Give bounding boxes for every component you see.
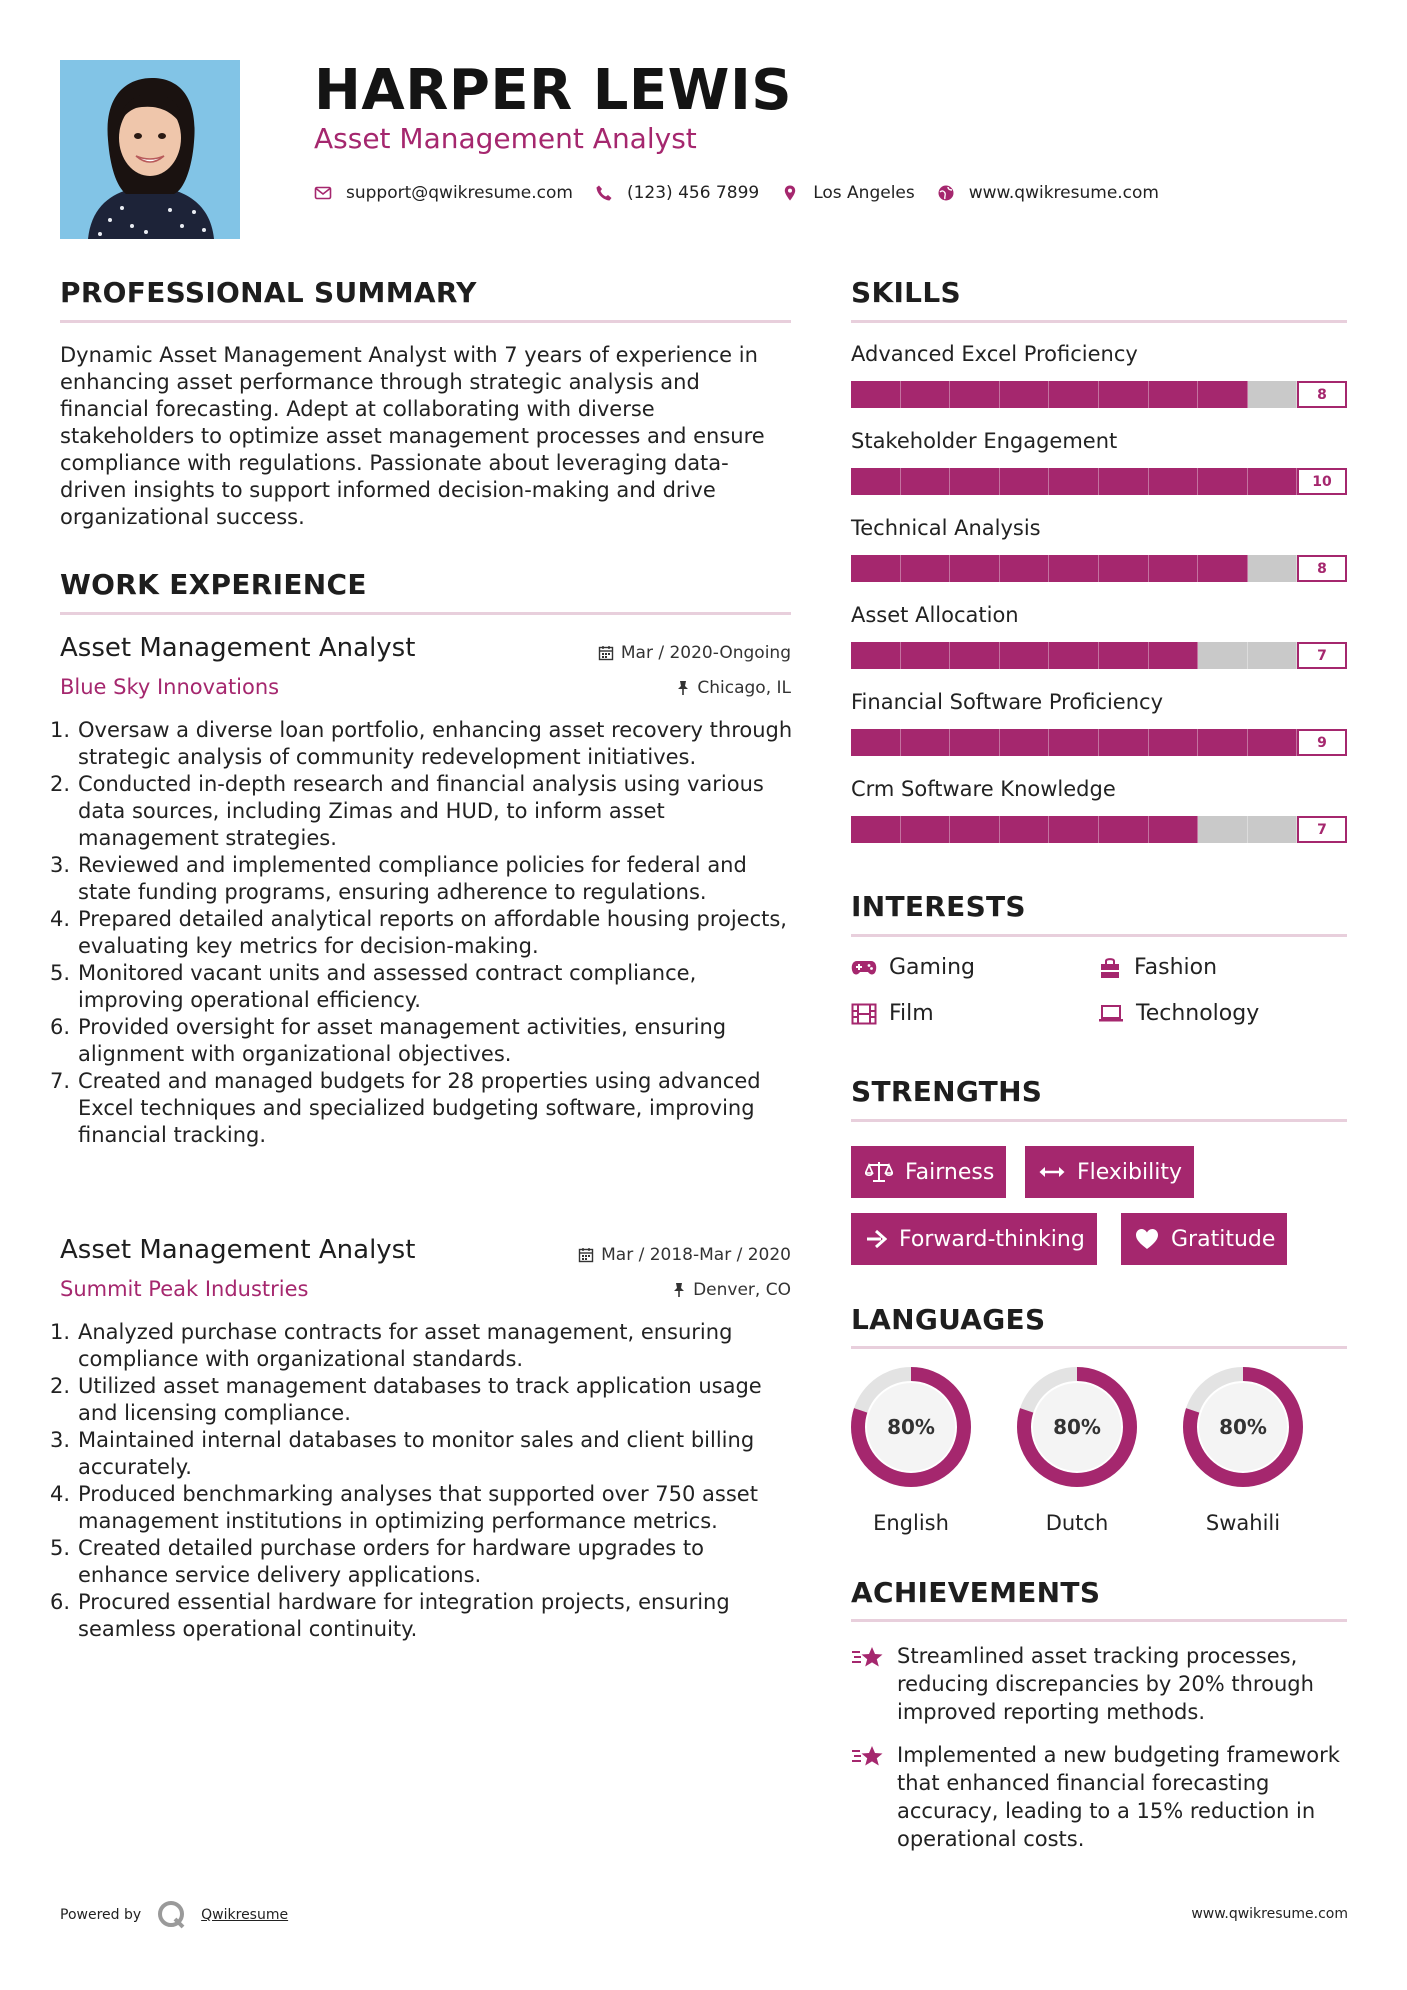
skill-bar: [851, 642, 1347, 669]
skill-bar-segment: [1198, 816, 1248, 843]
summary-divider: [60, 320, 791, 323]
achievements-divider: [851, 1619, 1347, 1622]
job-1-company: Blue Sky Innovations: [60, 675, 280, 699]
skill-score-badge: 7: [1297, 816, 1347, 843]
contact-website[interactable]: www.qwikresume.com: [968, 183, 1159, 203]
languages-heading: LANGUAGES: [851, 1303, 1046, 1336]
language-name: Swahili: [1205, 1511, 1281, 1535]
skill-bar-segment: [950, 468, 1000, 495]
skill-bar-segment: [1099, 381, 1149, 408]
list-item: 2. Utilized asset management databases to track application usage and licensing compliance.: [50, 1374, 762, 1425]
list-item: 4. Produced benchmarking analyses that supported over 750 asset management institutions in optimizing performance metrics.: [50, 1482, 758, 1533]
contact-location: Los Angeles: [813, 183, 915, 203]
language-item: [849, 1365, 973, 1535]
achievement-item: Streamlined asset tracking processes, reducing discrepancies by 20% through improved reporting methods.: [851, 1642, 1351, 1726]
interest-film: Film: [851, 1001, 934, 1026]
skill-bar-segment: [1049, 381, 1099, 408]
arrows-horizontal-icon: [1039, 1164, 1065, 1180]
qwikresume-logo-icon: [155, 1898, 189, 1932]
skill-bar-segment: [1000, 642, 1050, 669]
skill-bar-segment: [1149, 729, 1199, 756]
skill-score-badge: 8: [1297, 555, 1347, 582]
skill-score-badge: 10: [1297, 468, 1347, 495]
skill-bar-segment: [950, 729, 1000, 756]
list-item: 5. Created detailed purchase orders for hardware upgrades to enhance service delivery applications.: [50, 1536, 704, 1587]
language-percent: 80%: [1219, 1415, 1267, 1439]
film-icon: [851, 1003, 877, 1025]
skill-bar-segment: [851, 729, 901, 756]
strength-fairness: Fairness: [851, 1146, 1006, 1198]
job-2-bullets: [50, 1319, 795, 1643]
skill-bar-segment: [1099, 642, 1149, 669]
summary-heading: PROFESSIONAL SUMMARY: [60, 276, 477, 309]
strength-gratitude: Gratitude: [1121, 1213, 1287, 1265]
job-1-location: Chicago, IL: [676, 678, 791, 698]
job-2-title: Asset Management Analyst: [60, 1235, 416, 1265]
list-item: 1. Analyzed purchase contracts for asset management, ensuring compliance with organizational standards.: [50, 1320, 733, 1371]
list-item: 3. Reviewed and implemented compliance policies for federal and state funding programs, ensuring adherence to regulations.: [50, 853, 747, 904]
achievements-heading: ACHIEVEMENTS: [851, 1576, 1101, 1609]
achievement-item: Implemented a new budgeting framework that enhanced financial forecasting accuracy, leading to a 15% reduction in operational costs.: [851, 1741, 1351, 1853]
skill-bar-segment: [1198, 729, 1248, 756]
list-item: 6. Provided oversight for asset management activities, ensuring alignment with organizational objectives.: [50, 1015, 727, 1066]
skill-bar-segment: [1248, 468, 1298, 495]
pushpin-icon: [672, 1282, 686, 1298]
list-item: 5. Monitored vacant units and assessed contract compliance, improving operational efficiency.: [50, 961, 697, 1012]
skill-bar-segment: [1149, 468, 1199, 495]
skill-bar-segment: [1049, 555, 1099, 582]
interests-heading: INTERESTS: [851, 890, 1026, 923]
shopping-bag-icon: [1098, 956, 1122, 980]
calendar-icon: [578, 1247, 594, 1263]
skill-score-badge: 8: [1297, 381, 1347, 408]
language-name: English: [873, 1511, 949, 1535]
skill-bar-segment: [851, 555, 901, 582]
skill-bar-segment: [1198, 468, 1248, 495]
skill-bar-segment: [851, 642, 901, 669]
languages-divider: [851, 1346, 1347, 1349]
strength-flexibility: Flexibility: [1025, 1146, 1194, 1198]
contact-email[interactable]: support@qwikresume.com: [346, 183, 573, 203]
skill-score-badge: 7: [1297, 642, 1347, 669]
skill-bar-segment: [1049, 642, 1099, 669]
skill-bar-segment: [851, 381, 901, 408]
skill-name: Advanced Excel Proficiency: [851, 342, 1138, 366]
skill-bar-segment: [1099, 729, 1149, 756]
skill-bar-segment: [901, 816, 951, 843]
candidate-name: HARPER LEWIS: [314, 58, 793, 123]
skill-bar-segment: [851, 816, 901, 843]
skill-bar-segment: [950, 555, 1000, 582]
skill-bar: [851, 555, 1347, 582]
envelope-icon: [314, 184, 332, 202]
skills-divider: [851, 320, 1347, 323]
skill-bar-segment: [1099, 468, 1149, 495]
skill-score-badge: 9: [1297, 729, 1347, 756]
job-1-bullets: [50, 717, 795, 1149]
list-item: 3. Maintained internal databases to monitor sales and client billing accurately.: [50, 1428, 755, 1479]
job-1-title: Asset Management Analyst: [60, 633, 416, 663]
interest-gaming: Gaming: [851, 955, 975, 980]
shooting-star-icon: [851, 1743, 885, 1771]
skill-bar-segment: [1198, 381, 1248, 408]
skill-bar-segment: [1049, 729, 1099, 756]
scale-icon: [865, 1160, 893, 1184]
skill-bar: [851, 381, 1347, 408]
laptop-icon: [1098, 1004, 1124, 1024]
skill-bar-segment: [1248, 381, 1298, 408]
skill-name: Technical Analysis: [851, 516, 1041, 540]
skill-bar-segment: [1198, 555, 1248, 582]
summary-text: Dynamic Asset Management Analyst with 7 years of experience in enhancing asset performance through strategic analysis and financial forecasting. Adept at collaborating with diverse stakeholders to optimize asset management processes and ensure compliance with regulations. Passionate about leveraging data-driven insights to support informed decision-making and drive organizational success.: [60, 343, 765, 529]
list-item: 2. Conducted in-depth research and financial analysis using various data sources, including Zimas and HUD, to inform asset management strategies.: [50, 772, 764, 850]
language-name: Dutch: [1045, 1511, 1109, 1535]
map-pin-icon: [781, 184, 799, 202]
job-1-dates: Mar / 2020-Ongoing: [598, 643, 791, 663]
footer-powered-by: Powered by Qwikresume: [60, 1898, 288, 1932]
interests-divider: [851, 934, 1347, 937]
strengths-divider: [851, 1119, 1347, 1122]
skill-bar-segment: [1149, 381, 1199, 408]
list-item: 7. Created and managed budgets for 28 properties using advanced Excel techniques and specialized budgeting software, improving financial tracking.: [50, 1069, 761, 1147]
skill-name: Crm Software Knowledge: [851, 777, 1116, 801]
heart-icon: [1135, 1228, 1159, 1250]
skills-heading: SKILLS: [851, 276, 961, 309]
contact-phone[interactable]: (123) 456 7899: [626, 183, 760, 203]
skill-bar-segment: [1149, 816, 1199, 843]
skill-bar: [851, 816, 1347, 843]
arrow-right-icon: [865, 1229, 887, 1249]
skill-bar-segment: [1248, 816, 1298, 843]
skill-bar-segment: [1198, 642, 1248, 669]
candidate-role: Asset Management Analyst: [314, 122, 697, 155]
gamepad-icon: [851, 959, 877, 977]
experience-heading: WORK EXPERIENCE: [60, 568, 367, 601]
skill-bar-segment: [1099, 816, 1149, 843]
pushpin-icon: [676, 680, 690, 696]
globe-icon: [937, 184, 955, 202]
language-item: [1015, 1365, 1139, 1535]
skill-bar-segment: [901, 729, 951, 756]
job-2-dates: Mar / 2018-Mar / 2020: [578, 1245, 791, 1265]
interest-technology: Technology: [1098, 1001, 1259, 1026]
skill-bar-segment: [950, 381, 1000, 408]
skill-bar-segment: [1000, 381, 1050, 408]
calendar-icon: [598, 645, 614, 661]
language-percent: 80%: [887, 1415, 935, 1439]
skill-bar-segment: [1049, 468, 1099, 495]
strength-forward-thinking: Forward-thinking: [851, 1213, 1097, 1265]
list-item: 4. Prepared detailed analytical reports on affordable housing projects, evaluating key metrics for decision-making.: [50, 907, 787, 958]
skill-bar: [851, 729, 1347, 756]
interest-fashion: Fashion: [1098, 955, 1217, 980]
skill-bar-segment: [1149, 555, 1199, 582]
language-percent: 80%: [1053, 1415, 1101, 1439]
skill-bar: [851, 468, 1347, 495]
skill-bar-segment: [901, 555, 951, 582]
skill-bar-segment: [851, 468, 901, 495]
list-item: 6. Procured essential hardware for integration projects, ensuring seamless operational continuity.: [50, 1590, 730, 1641]
list-item: 1. Oversaw a diverse loan portfolio, enhancing asset recovery through strategic analysis of community redevelopment initiatives.: [50, 718, 793, 769]
skill-bar-segment: [1248, 729, 1298, 756]
skill-bar-segment: [1000, 468, 1050, 495]
shooting-star-icon: [851, 1644, 885, 1672]
contact-bar: [314, 180, 1181, 206]
skill-name: Financial Software Proficiency: [851, 690, 1164, 714]
phone-icon: [595, 184, 613, 202]
skill-bar-segment: [1000, 555, 1050, 582]
skill-bar-segment: [1248, 555, 1298, 582]
skill-bar-segment: [901, 642, 951, 669]
language-item: [1181, 1365, 1305, 1535]
profile-photo: [60, 60, 240, 239]
skill-bar-segment: [950, 816, 1000, 843]
strengths-heading: STRENGTHS: [851, 1075, 1043, 1108]
footer-brand-link[interactable]: Qwikresume: [201, 1907, 289, 1923]
skill-bar-segment: [1000, 729, 1050, 756]
skill-bar-segment: [1000, 816, 1050, 843]
skill-bar-segment: [1248, 642, 1298, 669]
skill-bar-segment: [950, 642, 1000, 669]
skill-name: Asset Allocation: [851, 603, 1019, 627]
job-2-location: Denver, CO: [672, 1280, 791, 1300]
job-2-company: Summit Peak Industries: [60, 1277, 309, 1301]
skill-bar-segment: [901, 468, 951, 495]
skill-name: Stakeholder Engagement: [851, 429, 1118, 453]
skill-bar-segment: [901, 381, 951, 408]
footer-website[interactable]: www.qwikresume.com: [1191, 1906, 1348, 1922]
skill-bar-segment: [1049, 816, 1099, 843]
skill-bar-segment: [1149, 642, 1199, 669]
skill-bar-segment: [1099, 555, 1149, 582]
experience-divider: [60, 612, 791, 615]
